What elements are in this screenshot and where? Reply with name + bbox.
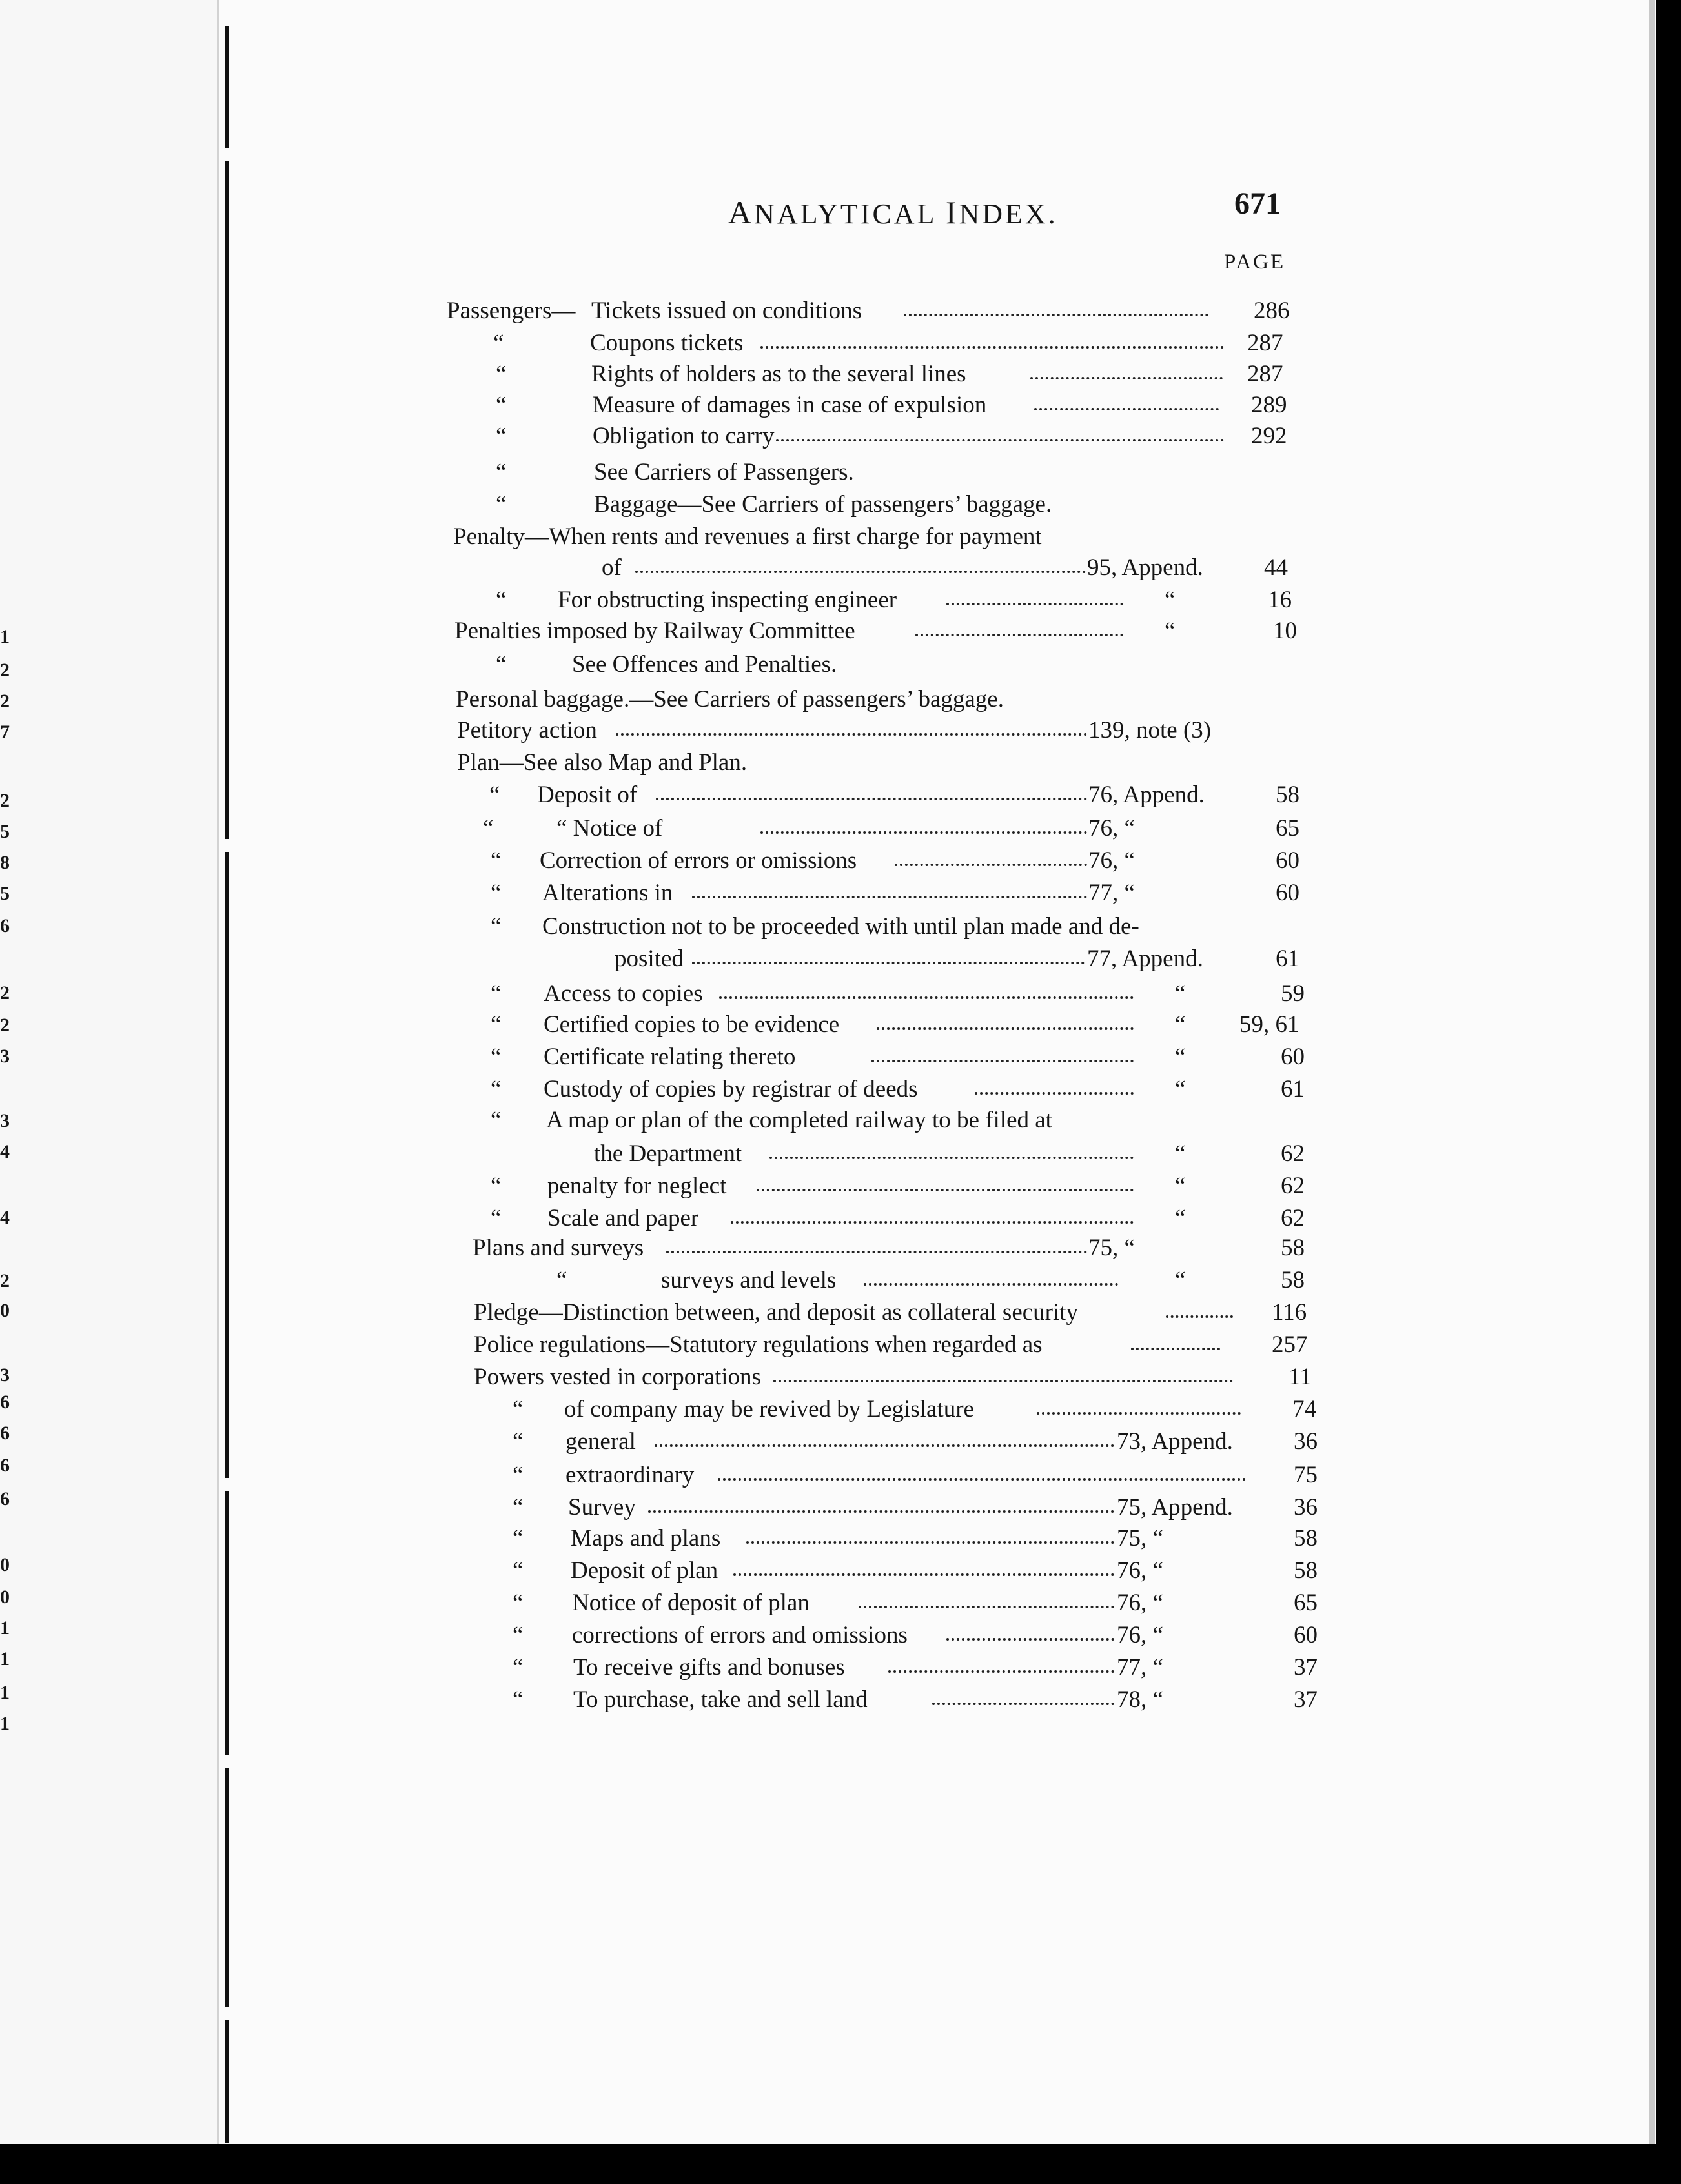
entry-lead: “ xyxy=(496,587,507,613)
entry-page: 292 xyxy=(1251,423,1287,449)
dot-leader xyxy=(776,439,1224,441)
binding-cord xyxy=(225,1768,229,2007)
entry-text: Police regulations—Statutory regulations when regarded as xyxy=(474,1331,1043,1358)
dot-leader xyxy=(666,1251,1087,1253)
entry-reference: 77, “ xyxy=(1088,880,1135,906)
entry-reference: “ xyxy=(1175,1011,1186,1038)
entry-lead: “ xyxy=(513,1396,524,1422)
entry-text: To receive gifts and bonuses xyxy=(573,1654,845,1681)
entry-page: 59 xyxy=(1281,980,1305,1007)
entry-text: Powers vested in corporations xyxy=(474,1364,761,1390)
entry-text: Survey xyxy=(568,1494,636,1521)
facing-page-digit: 3 xyxy=(0,1110,10,1131)
dot-leader xyxy=(769,1157,1134,1159)
facing-page-digit: 6 xyxy=(0,1488,10,1510)
entry-reference: 139, note (3) xyxy=(1088,717,1212,743)
entry-page: 62 xyxy=(1281,1140,1305,1167)
index-entry xyxy=(0,1009,1485,1040)
entry-page: 74 xyxy=(1292,1396,1316,1422)
dot-leader xyxy=(635,571,1086,573)
page-column-label: PAGE xyxy=(1224,250,1286,274)
entry-lead: “ xyxy=(496,651,507,678)
entry-text: Penalties imposed by Railway Committee xyxy=(454,618,855,644)
entry-page: 58 xyxy=(1294,1557,1318,1584)
entry-lead: Passengers— xyxy=(447,298,576,324)
dot-leader xyxy=(655,1444,1114,1447)
dot-leader xyxy=(692,962,1085,964)
entry-text: Access to copies xyxy=(544,980,703,1007)
entry-page: 65 xyxy=(1294,1590,1318,1616)
index-entry xyxy=(0,1265,1485,1296)
entry-text: See Carriers of Passengers. xyxy=(594,459,854,485)
entry-text: Construction not to be proceeded with until plan made and de- xyxy=(542,913,1139,940)
entry-text: surveys and levels xyxy=(661,1267,837,1293)
dot-leader xyxy=(760,346,1224,349)
entry-reference: 76, “ xyxy=(1088,815,1135,842)
entry-text: Obligation to carry xyxy=(593,423,775,449)
index-entry xyxy=(0,359,1485,390)
facing-page-digit: 1 xyxy=(0,1682,10,1703)
entry-lead: “ xyxy=(491,1011,502,1038)
facing-page-digit: 1 xyxy=(0,1617,10,1639)
facing-page-digit: 6 xyxy=(0,1422,10,1444)
index-entry xyxy=(0,1460,1485,1491)
entry-text: Plans and surveys xyxy=(473,1235,644,1261)
index-entry xyxy=(0,421,1485,452)
entry-text: of company may be revived by Legislature xyxy=(564,1396,974,1422)
entry-page: 62 xyxy=(1281,1173,1305,1199)
entry-text: Deposit of xyxy=(537,782,638,808)
facing-page-digit: 4 xyxy=(0,1141,10,1162)
entry-page: 59, 61 xyxy=(1239,1011,1299,1038)
entry-reference: 73, Append. xyxy=(1117,1428,1233,1455)
entry-text: “ Notice of xyxy=(556,815,663,842)
dot-leader xyxy=(859,1606,1114,1608)
entry-reference: 76, “ xyxy=(1088,847,1135,874)
dot-leader xyxy=(975,1092,1134,1095)
facing-page-digit: 1 xyxy=(0,1648,10,1670)
binding-cord xyxy=(225,26,229,148)
entry-lead: “ xyxy=(513,1462,524,1488)
entry-text: extraordinary xyxy=(565,1462,695,1488)
dot-leader xyxy=(692,896,1087,898)
dot-leader xyxy=(888,1670,1114,1673)
facing-page-digit: 1 xyxy=(0,1713,10,1734)
entry-lead: “ xyxy=(491,1107,502,1133)
facing-page-digit: 0 xyxy=(0,1300,10,1321)
index-entry xyxy=(0,616,1485,647)
entry-reference: “ xyxy=(1165,618,1176,644)
dot-leader xyxy=(733,1573,1114,1576)
entry-text: To purchase, take and sell land xyxy=(573,1686,868,1713)
entry-lead: “ xyxy=(513,1622,524,1648)
dot-leader xyxy=(648,1510,1114,1513)
entry-page: 58 xyxy=(1281,1267,1305,1293)
entry-lead: “ xyxy=(513,1525,524,1552)
index-entry xyxy=(0,978,1485,1009)
entry-page: 60 xyxy=(1276,847,1299,874)
entry-page: 287 xyxy=(1247,361,1283,387)
entry-text: general xyxy=(565,1428,636,1455)
running-header: ANALYTICAL INDEX. xyxy=(728,194,1058,230)
dot-leader xyxy=(757,1189,1134,1191)
entry-page: 61 xyxy=(1276,945,1299,972)
entry-reference: “ xyxy=(1175,980,1186,1007)
index-entry xyxy=(0,457,1485,488)
dot-leader xyxy=(719,996,1134,999)
entry-page: 62 xyxy=(1281,1205,1305,1231)
entry-lead: “ xyxy=(491,1173,502,1199)
entry-reference: 75, Append. xyxy=(1117,1494,1233,1521)
entry-page: 65 xyxy=(1276,815,1299,842)
entry-reference: “ xyxy=(1175,1044,1186,1070)
facing-page-digit: 6 xyxy=(0,1391,10,1413)
entry-text: Custody of copies by registrar of deeds xyxy=(544,1076,918,1102)
entry-text: Coupons tickets xyxy=(590,330,744,356)
entry-page: 36 xyxy=(1294,1494,1318,1521)
entry-text: For obstructing inspecting engineer xyxy=(558,587,897,613)
entry-text: A map or plan of the completed railway to be filed at xyxy=(546,1107,1052,1133)
index-entry xyxy=(0,878,1485,909)
entry-reference: “ xyxy=(1175,1140,1186,1167)
entry-text: Personal baggage.—See Carriers of passengers’ baggage. xyxy=(456,686,1004,713)
entry-page: 58 xyxy=(1281,1235,1305,1261)
index-entry xyxy=(0,1171,1485,1202)
index-entry xyxy=(0,1391,1485,1425)
entry-lead: “ xyxy=(489,782,500,808)
entry-reference: 78, “ xyxy=(1117,1686,1163,1713)
dot-leader xyxy=(1030,377,1223,379)
entry-reference: 75, “ xyxy=(1117,1525,1163,1552)
facing-page-digit: 6 xyxy=(0,1455,10,1476)
dot-leader xyxy=(895,864,1087,866)
dot-leader xyxy=(1034,408,1219,410)
entry-text: Petitory action xyxy=(457,717,597,743)
facing-page-digit: 3 xyxy=(0,1046,10,1067)
dot-leader xyxy=(904,314,1208,316)
entry-lead: “ xyxy=(513,1494,524,1521)
entry-lead: “ xyxy=(496,423,507,449)
entry-page: 61 xyxy=(1281,1076,1305,1102)
entry-text: Scale and paper xyxy=(547,1205,699,1231)
dot-leader xyxy=(946,1638,1114,1641)
entry-page: 75 xyxy=(1294,1462,1318,1488)
dot-leader xyxy=(746,1541,1114,1544)
entry-text: Deposit of plan xyxy=(571,1557,718,1584)
dot-leader xyxy=(946,603,1123,605)
index-entry xyxy=(0,911,1485,942)
entry-page: 60 xyxy=(1281,1044,1305,1070)
entry-page: 116 xyxy=(1272,1299,1307,1326)
index-entry xyxy=(0,1233,1485,1264)
index-entry xyxy=(0,1617,1485,1651)
entry-lead: “ xyxy=(496,459,507,485)
index-entry xyxy=(0,1138,1485,1169)
index-entry xyxy=(0,1362,1485,1393)
dot-leader xyxy=(915,634,1123,636)
entry-lead: “ xyxy=(513,1590,524,1616)
index-entry xyxy=(0,684,1485,715)
index-entry xyxy=(0,328,1485,359)
entry-text: Maps and plans xyxy=(571,1525,721,1552)
facing-page-digit: 0 xyxy=(0,1586,10,1608)
facing-page-digit: 2 xyxy=(0,1015,10,1036)
dot-leader xyxy=(760,831,1087,834)
entry-text: Tickets issued on conditions xyxy=(591,298,862,324)
index-entry xyxy=(0,489,1485,520)
entry-reference: 77, “ xyxy=(1117,1654,1163,1681)
index-entry xyxy=(0,649,1485,680)
entry-reference: 75, “ xyxy=(1088,1235,1135,1261)
dot-leader xyxy=(877,1027,1134,1030)
entry-text: Certified copies to be evidence xyxy=(544,1011,840,1038)
dot-leader xyxy=(616,733,1087,736)
facing-page-digit: 8 xyxy=(0,852,10,873)
facing-page-digit: 2 xyxy=(0,660,10,681)
entry-reference: “ xyxy=(1175,1173,1186,1199)
entry-text: Notice of deposit of plan xyxy=(572,1590,810,1616)
page-edge xyxy=(1649,0,1655,2144)
dot-leader xyxy=(871,1060,1134,1062)
entry-reference: 76, “ xyxy=(1117,1557,1163,1584)
entry-text: Pledge—Distinction between, and deposit as collateral security xyxy=(474,1299,1079,1326)
index-entry xyxy=(0,552,1485,583)
index-entry xyxy=(0,747,1485,778)
entry-text: Measure of damages in case of expulsion xyxy=(593,392,987,418)
entry-reference: “ xyxy=(1165,587,1176,613)
entry-page: 37 xyxy=(1294,1686,1318,1713)
index-entry xyxy=(0,1074,1485,1105)
entry-reference: 77, Append. xyxy=(1087,945,1203,972)
entry-lead: “ xyxy=(513,1428,524,1455)
facing-page-digit: 2 xyxy=(0,790,10,811)
entry-lead: “ xyxy=(491,847,502,874)
entry-reference: “ xyxy=(1175,1205,1186,1231)
facing-page-digit: 5 xyxy=(0,821,10,842)
entry-text: Rights of holders as to the several lines xyxy=(591,361,966,387)
index-entry xyxy=(0,1105,1485,1136)
facing-page-digit: 3 xyxy=(0,1364,10,1386)
entry-reference: 76, Append. xyxy=(1088,782,1205,808)
entry-reference: “ xyxy=(1175,1267,1186,1293)
index-entry xyxy=(0,1297,1485,1328)
entry-page: 287 xyxy=(1247,330,1283,356)
entry-lead: “ xyxy=(513,1654,524,1681)
index-entry xyxy=(0,1684,1485,1715)
binding-cord xyxy=(225,2020,229,2143)
entry-page: 257 xyxy=(1272,1331,1308,1358)
entry-page: 286 xyxy=(1254,298,1290,324)
index-entry xyxy=(0,521,1485,552)
dot-leader xyxy=(1166,1315,1233,1318)
entry-text: of xyxy=(602,554,622,581)
entry-page: 58 xyxy=(1276,782,1299,808)
facing-page-digit: 0 xyxy=(0,1554,10,1575)
facing-page-digit: 2 xyxy=(0,1270,10,1291)
entry-lead: “ xyxy=(491,1205,502,1231)
entry-reference: “ xyxy=(1175,1076,1186,1102)
entry-lead: “ xyxy=(496,491,507,518)
dot-leader xyxy=(718,1478,1246,1481)
index-entry xyxy=(0,715,1485,746)
index-entry xyxy=(0,1488,1485,1523)
entry-lead: “ xyxy=(491,1076,502,1102)
entry-lead: “ xyxy=(496,392,507,418)
entry-lead: “ xyxy=(491,913,502,940)
dot-leader xyxy=(1131,1348,1220,1350)
index-entry xyxy=(0,780,1485,811)
page-number: 671 xyxy=(1234,187,1281,221)
entry-text: Penalty—When rents and revenues a first charge for payment xyxy=(453,523,1042,550)
entry-text: corrections of errors and omissions xyxy=(572,1622,908,1648)
index-entry xyxy=(0,1523,1485,1554)
index-entry xyxy=(0,1422,1485,1457)
scan-border-right xyxy=(1656,0,1681,2184)
entry-page: 60 xyxy=(1276,880,1299,906)
entry-lead: “ xyxy=(556,1267,567,1293)
entry-page: 44 xyxy=(1264,554,1288,581)
index-entry xyxy=(0,1330,1485,1360)
entry-lead: “ xyxy=(496,361,507,387)
index-entry xyxy=(0,1648,1485,1683)
index-entry xyxy=(0,390,1485,421)
entry-page: 58 xyxy=(1294,1525,1318,1552)
entry-page: 36 xyxy=(1294,1428,1318,1455)
entry-text: Baggage—See Carriers of passengers’ baggage. xyxy=(594,491,1052,518)
entry-lead: “ xyxy=(483,815,494,842)
facing-page-digit: 2 xyxy=(0,982,10,1004)
index-entry xyxy=(0,845,1485,876)
entry-text: See Offences and Penalties. xyxy=(572,651,837,678)
index-entry xyxy=(0,1042,1485,1073)
entry-page: 10 xyxy=(1273,618,1297,644)
entry-lead: “ xyxy=(491,880,502,906)
entry-text: Alterations in xyxy=(542,880,673,906)
entry-reference: 76, “ xyxy=(1117,1622,1163,1648)
entry-reference: 76, “ xyxy=(1117,1590,1163,1616)
entry-page: 60 xyxy=(1294,1622,1318,1648)
dot-leader xyxy=(773,1380,1233,1382)
facing-page-digit: 4 xyxy=(0,1207,10,1228)
entry-lead: “ xyxy=(491,980,502,1007)
entry-text: posited xyxy=(615,945,684,972)
index-entry xyxy=(0,1588,1485,1619)
index-entry xyxy=(0,813,1485,844)
facing-page-digit: 1 xyxy=(0,626,10,647)
entry-reference: 95, Append. xyxy=(1087,554,1203,581)
entry-page: 16 xyxy=(1268,587,1292,613)
dot-leader xyxy=(731,1221,1134,1224)
dot-leader xyxy=(932,1703,1114,1705)
facing-page-digit: 2 xyxy=(0,691,10,712)
index-entry xyxy=(0,585,1485,616)
entry-lead: “ xyxy=(493,330,504,356)
entry-page: 11 xyxy=(1289,1364,1312,1390)
index-entry xyxy=(0,296,1485,327)
entry-text: Certificate relating thereto xyxy=(544,1044,796,1070)
facing-page-digit: 5 xyxy=(0,883,10,904)
entry-lead: “ xyxy=(513,1686,524,1713)
entry-text: Plan—See also Map and Plan. xyxy=(457,749,748,776)
entry-lead: “ xyxy=(513,1557,524,1584)
facing-page-digit: 7 xyxy=(0,722,10,743)
entry-page: 289 xyxy=(1251,392,1287,418)
entry-page: 37 xyxy=(1294,1654,1318,1681)
entry-text: the Department xyxy=(594,1140,742,1167)
entry-lead: “ xyxy=(491,1044,502,1070)
index-entry xyxy=(0,1555,1485,1586)
dot-leader xyxy=(864,1283,1118,1286)
dot-leader xyxy=(1037,1412,1241,1415)
dot-leader xyxy=(656,798,1087,800)
index-entry xyxy=(0,944,1485,975)
facing-page-digit: 6 xyxy=(0,915,10,936)
entry-text: Correction of errors or omissions xyxy=(540,847,857,874)
index-entry xyxy=(0,1203,1485,1234)
scan-border-bottom xyxy=(0,2144,1681,2184)
entry-text: penalty for neglect xyxy=(547,1173,727,1199)
